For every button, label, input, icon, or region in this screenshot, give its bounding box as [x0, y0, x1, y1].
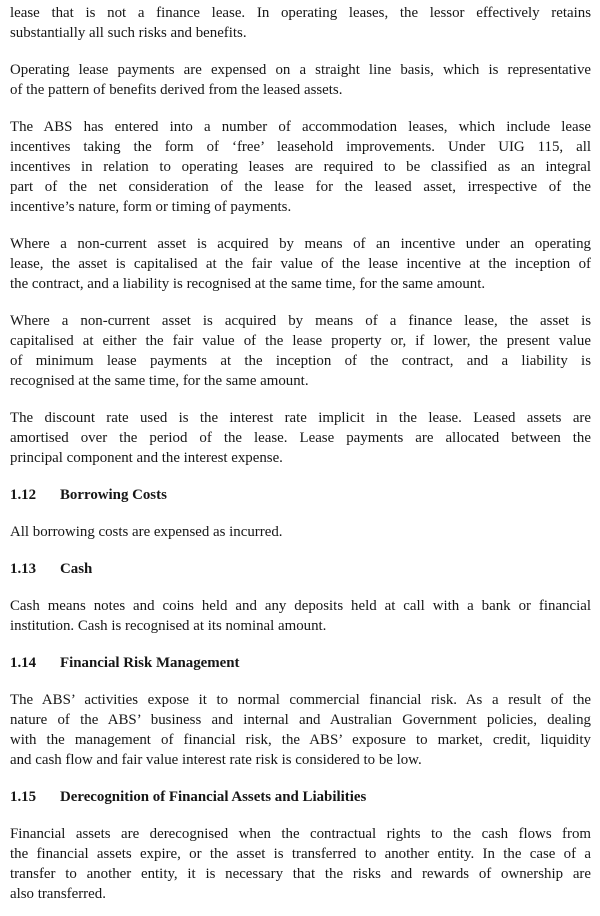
- section-number: 1.13: [10, 561, 37, 577]
- paragraph: [10, 408, 591, 468]
- text-line: Where a non-current asset is acquired by means of an incentive under an operating: [10, 236, 591, 252]
- text-line: the financial assets expire, or the asset is transferred to another entity. In the case of a: [10, 846, 591, 862]
- text-line: institution. Cash is recognised at its nominal amount.: [10, 618, 327, 634]
- section-number: 1.15: [10, 789, 37, 805]
- text-line: Where a non-current asset is acquired by means of a finance lease, the asset is: [10, 313, 591, 329]
- text-line: Cash means notes and coins held and any deposits held at call with a bank or financial: [10, 598, 591, 614]
- paragraph: [10, 596, 591, 636]
- text-line: amortised over the period of the lease. Lease payments are allocated between the: [10, 430, 591, 446]
- text-line: Financial assets are derecognised when the contractual rights to the cash flows from: [10, 826, 591, 842]
- text-line: of the pattern of benefits derived from the leased assets.: [10, 82, 343, 98]
- text-line: incentive’s nature, form or timing of payments.: [10, 199, 292, 215]
- text-line: nature of the ABS’ business and internal and Australian Government policies, dealing: [10, 712, 591, 728]
- section-heading-borrowing-costs: [10, 485, 591, 505]
- section-heading-financial-risk-management: [10, 653, 591, 673]
- paragraph: [10, 690, 591, 770]
- text-line: The discount rate used is the interest rate implicit in the lease. Leased assets are: [10, 410, 591, 426]
- section-number: 1.14: [10, 655, 37, 671]
- text-line: also transferred.: [10, 886, 106, 902]
- paragraph: [10, 3, 591, 43]
- section-number: 1.12: [10, 487, 37, 503]
- paragraph: [10, 522, 591, 542]
- paragraph: [10, 117, 591, 217]
- text-line: the contract, and a liability is recognised at the same time, for the same amount.: [10, 276, 486, 292]
- text-line: incentives taking the form of ‘free’ leasehold improvements. Under UIG 115, all: [10, 139, 591, 155]
- text-line: incentives in relation to operating leases are required to be classified as an integral: [10, 159, 591, 175]
- section-title: Derecognition of Financial Assets and Liabilities: [60, 789, 367, 805]
- paragraph: [10, 60, 591, 100]
- text-line: lease that is not a finance lease. In operating leases, the lessor effectively retains: [10, 5, 591, 21]
- text-line: All borrowing costs are expensed as incurred.: [10, 524, 283, 540]
- text-line: recognised at the same time, for the same amount.: [10, 373, 309, 389]
- text-line: Operating lease payments are expensed on a straight line basis, which is representative: [10, 62, 591, 78]
- text-line: of minimum lease payments at the inception of the contract, and a liability is: [10, 353, 591, 369]
- text-line: The ABS has entered into a number of accommodation leases, which include lease: [10, 119, 591, 135]
- section-title: Borrowing Costs: [60, 487, 167, 503]
- text-line: principal component and the interest expense.: [10, 450, 283, 466]
- text-line: capitalised at either the fair value of the lease property or, if lower, the present value: [10, 333, 591, 349]
- text-line: The ABS’ activities expose it to normal commercial financial risk. As a result of the: [10, 692, 591, 708]
- paragraph: [10, 824, 591, 904]
- paragraph: [10, 311, 591, 391]
- section-title: Financial Risk Management: [60, 655, 240, 671]
- text-line: substantially all such risks and benefits.: [10, 25, 247, 41]
- section-heading-cash: [10, 559, 591, 579]
- section-title: Cash: [60, 561, 93, 577]
- text-line: transfer to another entity, it is necessary that the risks and rewards of ownership are: [10, 866, 591, 882]
- text-line: with the management of financial risk, the ABS’ exposure to market, credit, liquidity: [10, 732, 591, 748]
- section-heading-derecognition: [10, 787, 591, 807]
- text-line: and cash flow and fair value interest rate risk is considered to be low.: [10, 752, 422, 768]
- text-line: part of the net consideration of the lease for the leased asset, irrespective of the: [10, 179, 591, 195]
- paragraph: [10, 234, 591, 294]
- text-line: lease, the asset is capitalised at the fair value of the lease incentive at the inception of: [10, 256, 591, 272]
